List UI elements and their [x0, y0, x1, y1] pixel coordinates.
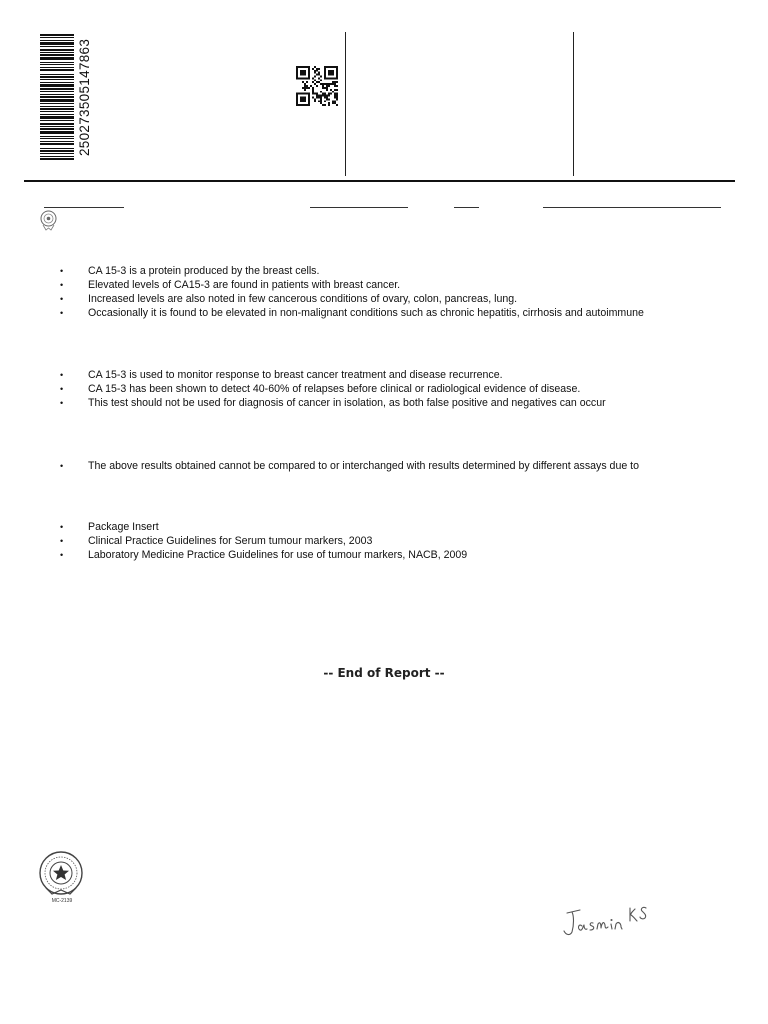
qr-code-icon — [296, 66, 338, 106]
list-item: • Clinical Practice Guidelines for Serum tumour markers, 2003 — [58, 534, 738, 548]
list-item: • CA 15-3 has been shown to detect 40-60% of relapses before clinical or radiological evidence of disease. — [58, 382, 738, 396]
list-item: • Occasionally it is found to be elevated in non-malignant conditions such as chronic hepatitis, cirrhosis and autoimmune — [58, 306, 738, 320]
header-rule — [24, 180, 735, 182]
list-item: • Elevated levels of CA15-3 are found in patients with breast cancer. — [58, 278, 738, 292]
end-of-report: -- End of Report -- — [323, 666, 445, 680]
seal-code: MC-2139 — [51, 898, 73, 904]
list-item: • Laboratory Medicine Practice Guidelines for use of tumour markers, NACB, 2009 — [58, 548, 738, 562]
barcode-icon — [40, 34, 74, 160]
list-item: • The above results obtained cannot be compared to or interchanged with results determined by different assays due to — [58, 459, 738, 473]
list-item: • CA 15-3 is a protein produced by the breast cells. — [58, 264, 738, 278]
field-underline — [454, 207, 479, 208]
list-item: • CA 15-3 is used to monitor response to breast cancer treatment and disease recurrence. — [58, 368, 738, 382]
field-underline — [44, 207, 124, 208]
header-divider — [345, 32, 346, 176]
accreditation-seal-icon — [38, 850, 84, 896]
list-item: • Increased levels are also noted in few cancerous conditions of ovary, colon, pancreas, lung. — [58, 292, 738, 306]
list-item: • Package Insert — [58, 520, 738, 534]
description-list — [58, 264, 738, 320]
accreditation-seal-icon — [40, 210, 57, 232]
barcode-number: 250273505147863 — [77, 38, 92, 156]
signature-image — [560, 898, 670, 943]
clinical-use-list — [58, 368, 738, 410]
list-item: • This test should not be used for diagnosis of cancer in isolation, as both false positive and negatives can occur — [58, 396, 738, 410]
references-list — [58, 520, 738, 562]
header-divider — [573, 32, 574, 176]
field-underline — [310, 207, 408, 208]
field-underline — [543, 207, 721, 208]
limitations-list — [58, 459, 738, 473]
